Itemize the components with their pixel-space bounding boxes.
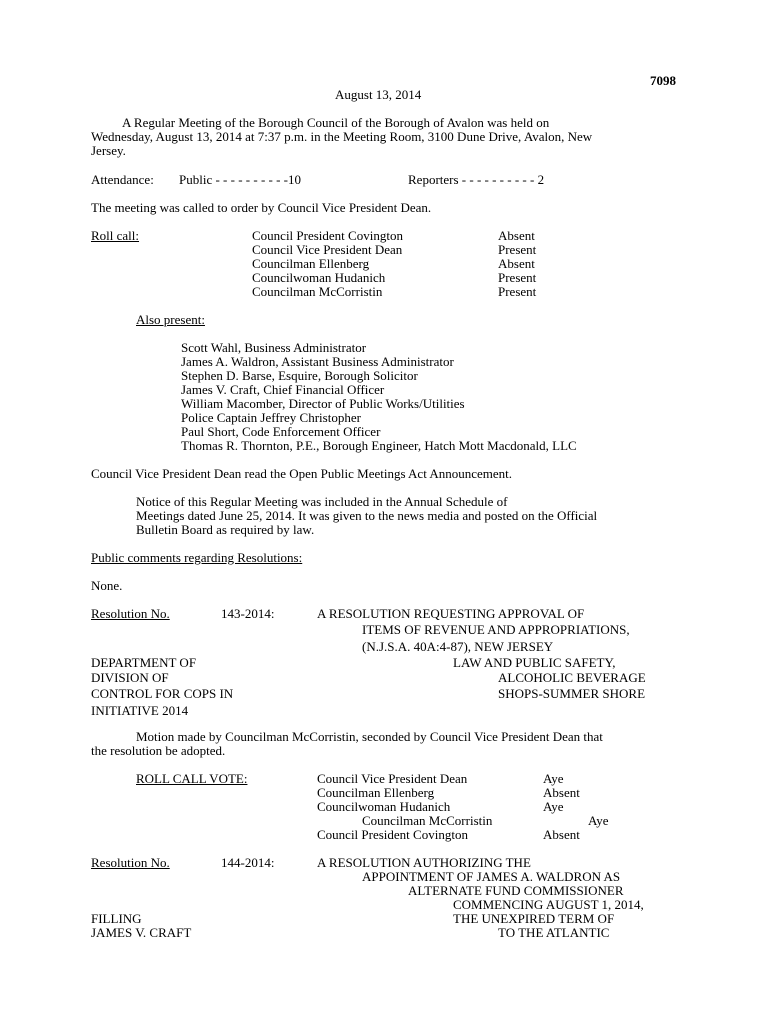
roll-call-label: Roll call: bbox=[91, 228, 140, 243]
resolution-title-line: APPOINTMENT OF JAMES A. WALDRON AS bbox=[362, 869, 621, 884]
resolution-left-line: JAMES V. CRAFT bbox=[91, 925, 192, 940]
roll-call-member: Councilman Ellenberg bbox=[252, 256, 370, 271]
attendance-reporters: Reporters - - - - - - - - - - 2 bbox=[408, 172, 545, 187]
vote-member: Council Vice President Dean bbox=[317, 771, 468, 786]
roll-call-status: Present bbox=[498, 270, 537, 285]
resolution-title-line: A RESOLUTION REQUESTING APPROVAL OF bbox=[317, 606, 585, 621]
resolution-143-header bbox=[91, 607, 282, 621]
resolution-left-line: FILLING bbox=[91, 911, 142, 926]
vote-member: Councilman McCorristin bbox=[362, 813, 493, 828]
resolution-right-line: SHOPS-SUMMER SHORE bbox=[498, 686, 646, 701]
roll-call-member: Council Vice President Dean bbox=[252, 242, 403, 257]
resolution-left-line: INITIATIVE 2014 bbox=[91, 703, 189, 718]
resolution-title-line: COMMENCING AUGUST 1, 2014, bbox=[453, 897, 644, 912]
date-heading: August 13, 2014 bbox=[335, 87, 422, 102]
vote-value: Aye bbox=[588, 813, 609, 828]
also-present-person: James A. Waldron, Assistant Business Administrator bbox=[181, 354, 454, 369]
resolution-right-line: THE UNEXPIRED TERM OF bbox=[453, 911, 615, 926]
roll-call-member: Councilwoman Hudanich bbox=[252, 270, 386, 285]
resolution-number: 144-2014: bbox=[221, 855, 275, 870]
resolution-left-line: CONTROL FOR COPS IN bbox=[91, 686, 234, 701]
roll-call-member: Councilman McCorristin bbox=[252, 284, 383, 299]
also-present-label: Also present: bbox=[136, 312, 205, 327]
roll-call-status: Present bbox=[498, 242, 537, 257]
notice-line: Bulletin Board as required by law. bbox=[136, 522, 315, 537]
resolution-144-header bbox=[91, 856, 282, 870]
roll-call-member: Council President Covington bbox=[252, 228, 403, 243]
called-to-order: The meeting was called to order by Council Vice President Dean. bbox=[91, 200, 432, 215]
motion-line: the resolution be adopted. bbox=[91, 743, 226, 758]
vote-value: Aye bbox=[543, 799, 564, 814]
vote-value: Absent bbox=[543, 785, 580, 800]
attendance-public: Public - - - - - - - - - -10 bbox=[179, 172, 302, 187]
vote-member: Councilman Ellenberg bbox=[317, 785, 435, 800]
also-present-person: James V. Craft, Chief Financial Officer bbox=[181, 382, 385, 397]
resolution-number: 143-2014: bbox=[221, 606, 275, 621]
roll-call-status: Absent bbox=[498, 256, 535, 271]
intro-line: Wednesday, August 13, 2014 at 7:37 p.m. in the Meeting Room, 3100 Dune Drive, Avalon, New bbox=[91, 129, 593, 144]
resolution-right-line: ALCOHOLIC BEVERAGE bbox=[498, 670, 646, 685]
opma-statement: Council Vice President Dean read the Open Public Meetings Act Announcement. bbox=[91, 466, 513, 481]
resolution-left-line: DIVISION OF bbox=[91, 670, 169, 685]
public-comments-heading: Public comments regarding Resolutions: bbox=[91, 550, 303, 565]
resolution-title-line: ITEMS OF REVENUE AND APPROPRIATIONS, bbox=[362, 622, 630, 637]
roll-call-status: Present bbox=[498, 284, 537, 299]
roll-call-status: Absent bbox=[498, 228, 535, 243]
resolution-right-line: TO THE ATLANTIC bbox=[498, 925, 610, 940]
resolution-label: Resolution No. bbox=[91, 606, 170, 621]
resolution-right-line: LAW AND PUBLIC SAFETY, bbox=[453, 655, 616, 670]
resolution-title-line: A RESOLUTION AUTHORIZING THE bbox=[317, 855, 531, 870]
notice-line: Meetings dated June 25, 2014. It was given to the news media and posted on the Official bbox=[136, 508, 598, 523]
vote-member: Council President Covington bbox=[317, 827, 468, 842]
motion-line: Motion made by Councilman McCorristin, seconded by Council Vice President Dean that bbox=[136, 729, 603, 744]
roll-call-vote-label: ROLL CALL VOTE: bbox=[136, 771, 248, 786]
intro-line: Jersey. bbox=[91, 143, 126, 158]
resolution-label: Resolution No. bbox=[91, 855, 170, 870]
also-present-person: Paul Short, Code Enforcement Officer bbox=[181, 424, 381, 439]
vote-member: Councilwoman Hudanich bbox=[317, 799, 451, 814]
intro-line: A Regular Meeting of the Borough Council of the Borough of Avalon was held on bbox=[122, 115, 550, 130]
resolution-title-line: (N.J.S.A. 40A:4-87), NEW JERSEY bbox=[362, 639, 554, 654]
page-number: 7098 bbox=[650, 73, 676, 88]
also-present-person: William Macomber, Director of Public Works/Utilities bbox=[181, 396, 465, 411]
also-present-person: Scott Wahl, Business Administrator bbox=[181, 340, 367, 355]
notice-line: Notice of this Regular Meeting was included in the Annual Schedule of bbox=[136, 494, 508, 509]
also-present-person: Thomas R. Thornton, P.E., Borough Engineer, Hatch Mott Macdonald, LLC bbox=[181, 438, 577, 453]
vote-value: Absent bbox=[543, 827, 580, 842]
public-comments-body: None. bbox=[91, 578, 123, 593]
vote-value: Aye bbox=[543, 771, 564, 786]
also-present-person: Police Captain Jeffrey Christopher bbox=[181, 410, 361, 425]
resolution-title-line: ALTERNATE FUND COMMISSIONER bbox=[408, 883, 624, 898]
also-present-person: Stephen D. Barse, Esquire, Borough Solicitor bbox=[181, 368, 418, 383]
attendance-label: Attendance: bbox=[91, 172, 154, 187]
resolution-left-line: DEPARTMENT OF bbox=[91, 655, 197, 670]
